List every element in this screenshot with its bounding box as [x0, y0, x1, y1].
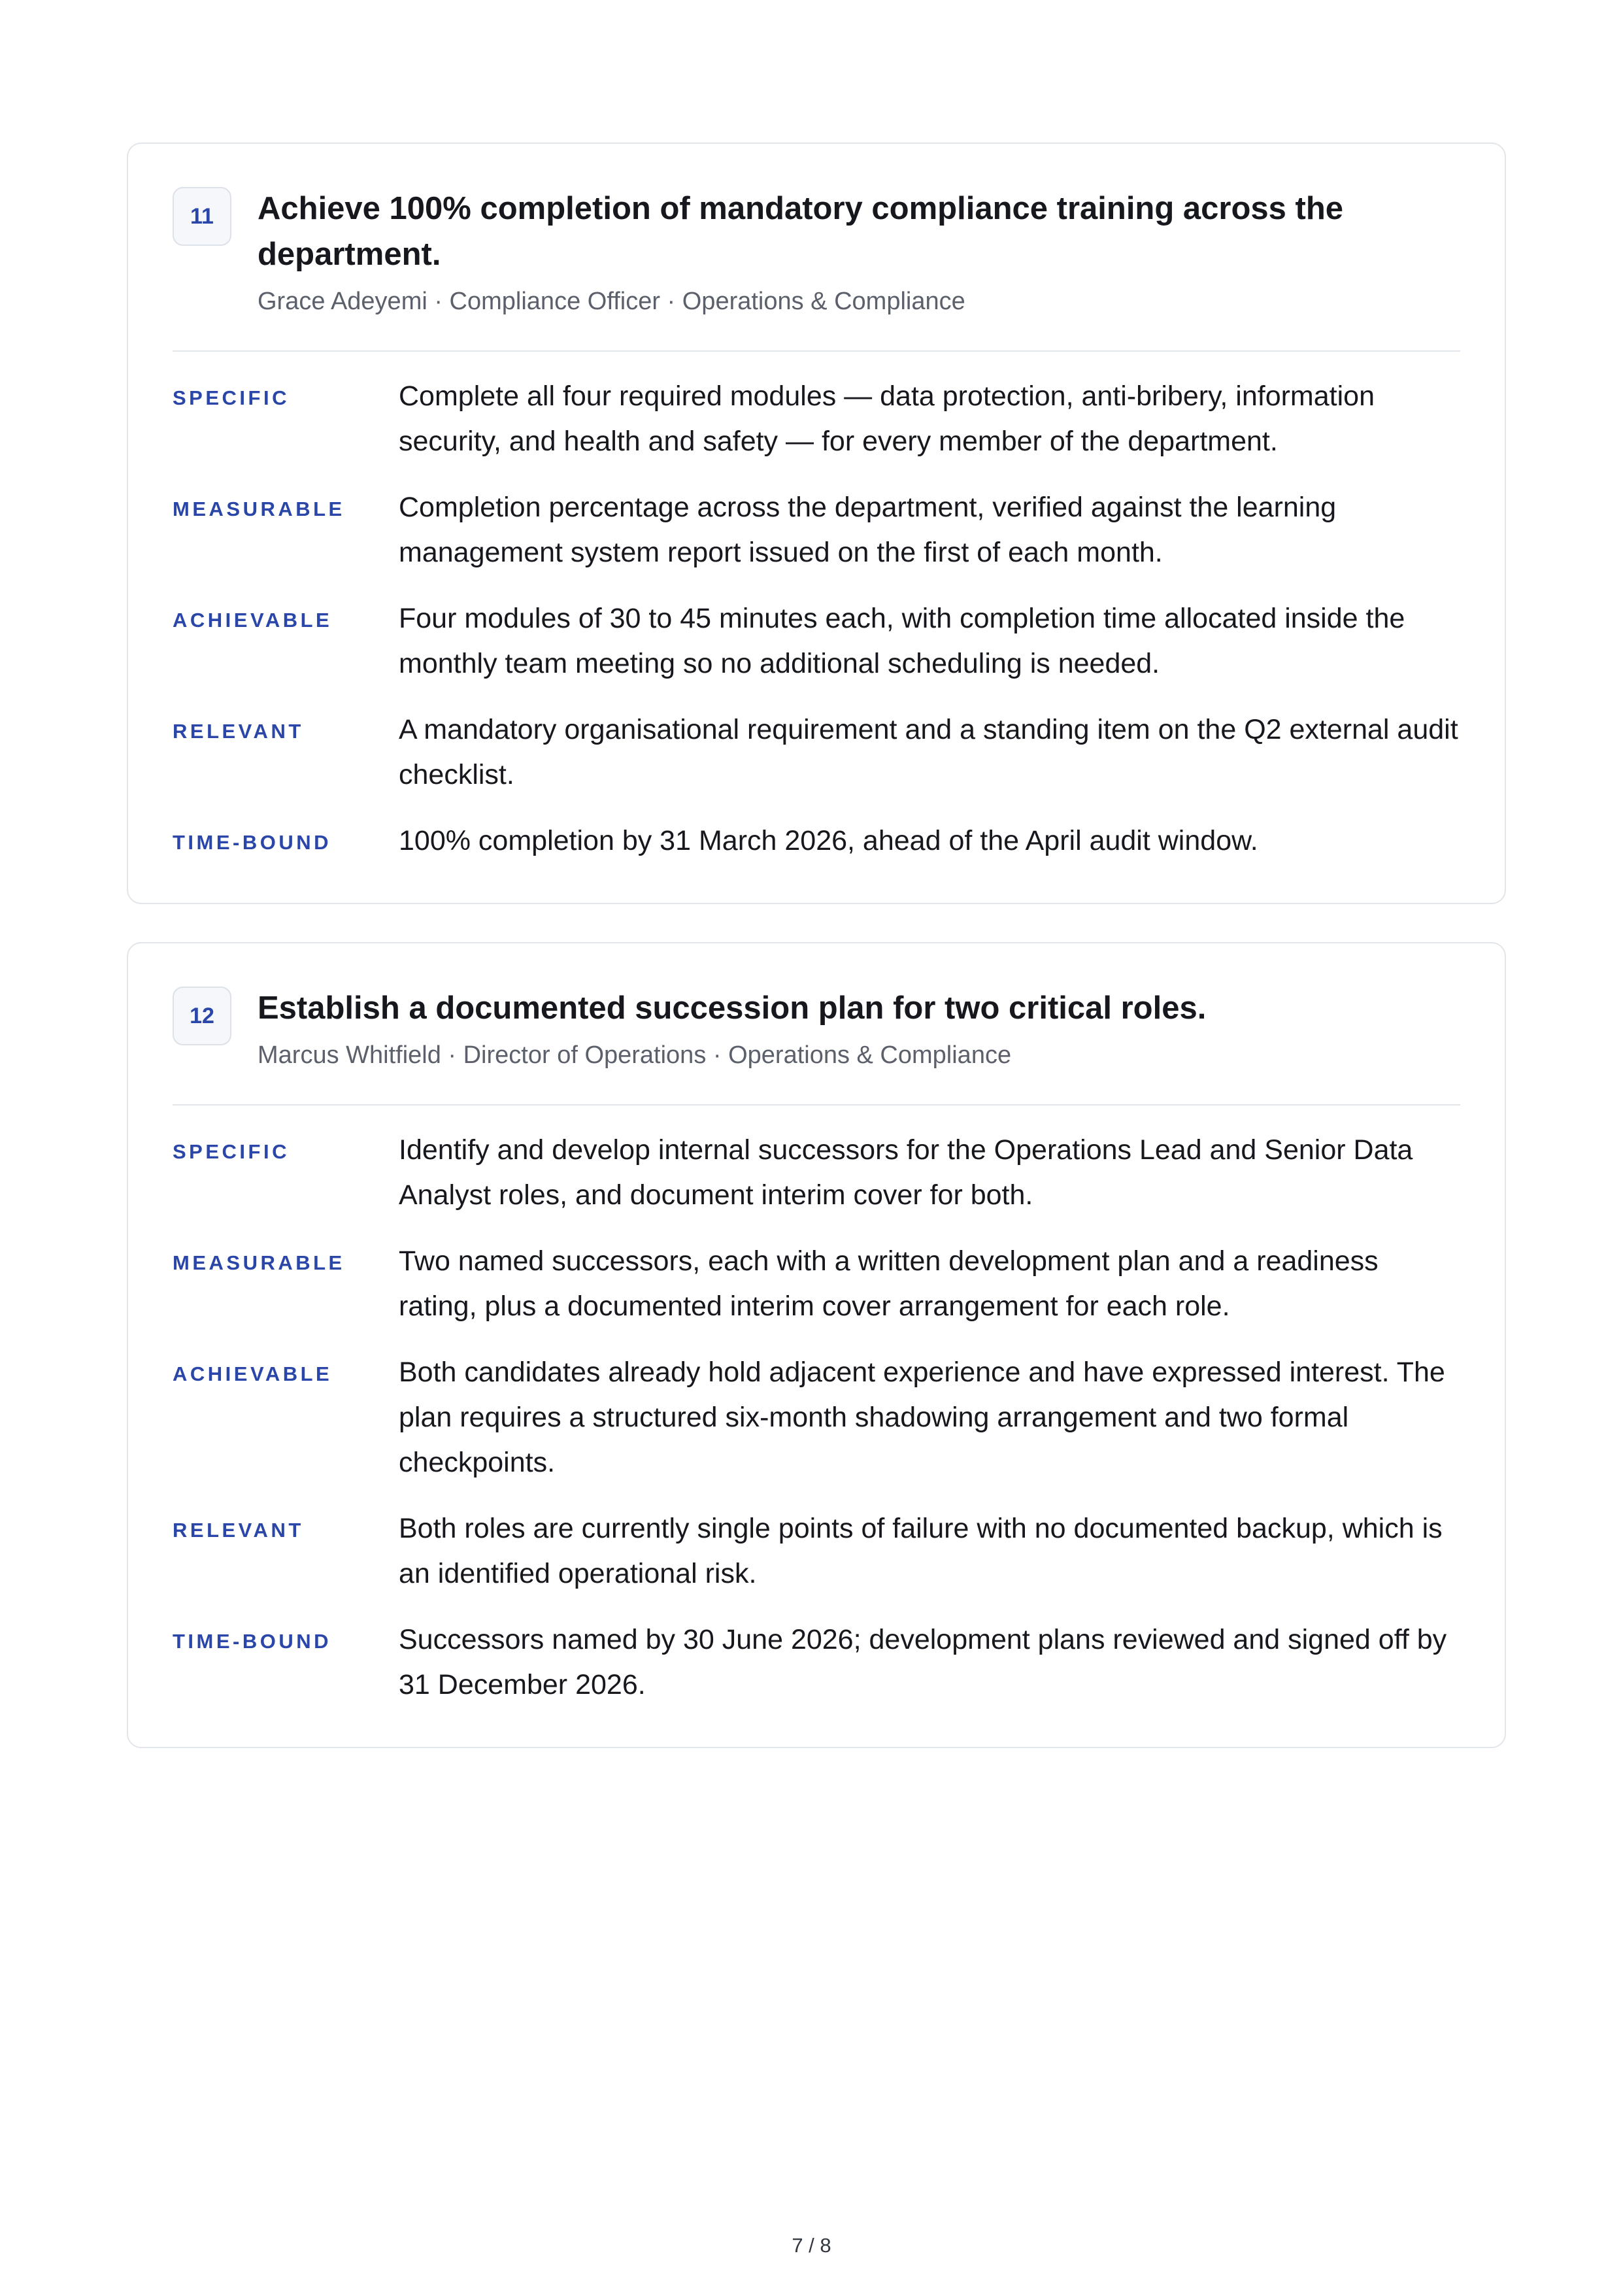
smart-label: MEASURABLE: [173, 1251, 345, 1274]
smart-label: ACHIEVABLE: [173, 1362, 333, 1385]
smart-text: Completion percentage across the department, verified against the learning management system report issued on the first of each month.: [399, 492, 1337, 568]
smart-row-relevant: [173, 1506, 1460, 1596]
smart-text: Two named successors, each with a written development plan and a readiness rating, plus a documented interim cover arrangement for each role.: [399, 1245, 1379, 1322]
smart-row-specific: [173, 1128, 1460, 1218]
smart-label: ACHIEVABLE: [173, 609, 333, 632]
smart-label: MEASURABLE: [173, 498, 345, 520]
goal-card: [127, 942, 1506, 1748]
smart-row-specific: [173, 374, 1460, 464]
goal-heading: [258, 186, 1460, 318]
smart-row-achievable: [173, 596, 1460, 686]
goal-number-badge: 12: [173, 987, 231, 1045]
goal-title: Establish a documented succession plan for two critical roles.: [258, 990, 1207, 1026]
smart-text: Both candidates already hold adjacent experience and have expressed interest. The plan requires a structured six-month shadowing arrangement and two formal checkpoints.: [399, 1357, 1445, 1478]
goal-header: [173, 186, 1460, 352]
smart-row-measurable: [173, 1239, 1460, 1329]
smart-label: SPECIFIC: [173, 386, 290, 409]
smart-text: 100% completion by 31 March 2026, ahead of the April audit window.: [399, 825, 1258, 856]
smart-row-relevant: [173, 707, 1460, 798]
smart-text: A mandatory organisational requirement and a standing item on the Q2 external audit checklist.: [399, 714, 1458, 790]
goal-owner-meta: Marcus Whitfield · Director of Operations · Operations & Compliance: [258, 1041, 1012, 1069]
smart-label: SPECIFIC: [173, 1140, 290, 1163]
smart-row-achievable: [173, 1350, 1460, 1485]
page-number: 7 / 8: [792, 2234, 831, 2257]
smart-criteria: [173, 374, 1460, 864]
goal-card: [127, 143, 1506, 904]
smart-label: RELEVANT: [173, 1519, 304, 1542]
smart-criteria: [173, 1128, 1460, 1708]
smart-row-time-bound: [173, 1617, 1460, 1708]
smart-text: Four modules of 30 to 45 minutes each, with completion time allocated inside the monthly team meeting so no additional scheduling is needed.: [399, 603, 1405, 679]
smart-text: Identify and develop internal successors for the Operations Lead and Senior Data Analyst roles, and document interim cover for both.: [399, 1134, 1413, 1211]
smart-row-time-bound: [173, 819, 1460, 864]
smart-text: Successors named by 30 June 2026; development plans reviewed and signed off by 31 December 2026.: [399, 1624, 1447, 1700]
goal-header: [173, 985, 1460, 1106]
smart-label: TIME-BOUND: [173, 831, 332, 854]
smart-label: TIME-BOUND: [173, 1630, 332, 1653]
smart-row-measurable: [173, 485, 1460, 575]
smart-text: Complete all four required modules — data protection, anti-bribery, information security, and health and safety — for every member of the department.: [399, 380, 1375, 457]
goal-heading: [258, 985, 1460, 1072]
goal-owner-meta: Grace Adeyemi · Compliance Officer · Operations & Compliance: [258, 288, 965, 315]
goal-title: Achieve 100% completion of mandatory compliance training across the department.: [258, 191, 1344, 272]
smart-label: RELEVANT: [173, 720, 304, 743]
smart-text: Both roles are currently single points of failure with no documented backup, which is an identified operational risk.: [399, 1513, 1443, 1589]
goal-number-badge: 11: [173, 187, 231, 246]
goals-list: [127, 143, 1506, 1748]
